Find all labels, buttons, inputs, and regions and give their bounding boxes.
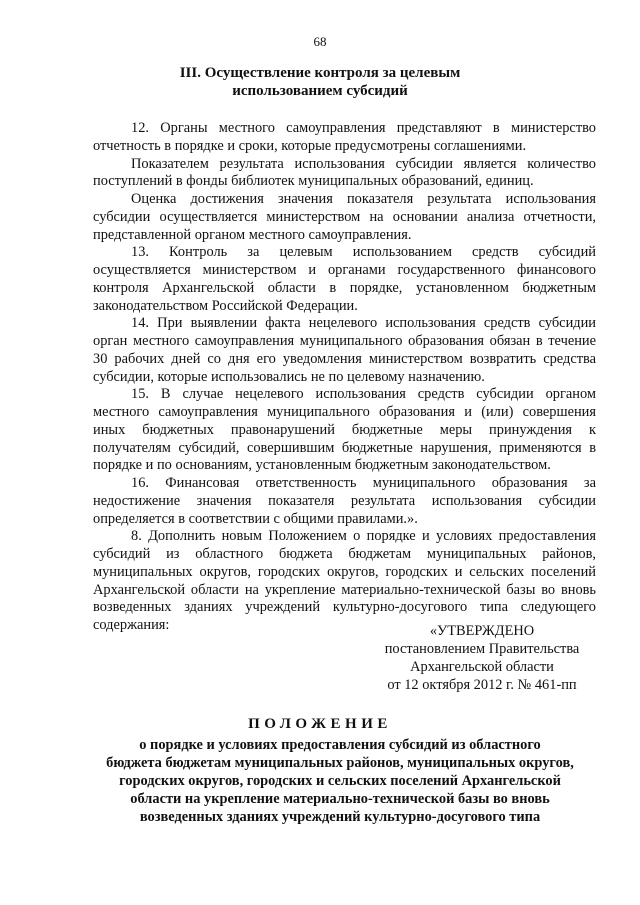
approval-line: Архангельской области <box>410 659 554 675</box>
paragraph: Показателем результата использования субсидии является количество поступлений в фонды библиотек муниципальных образований, единиц. <box>93 155 596 190</box>
body-text <box>93 120 596 635</box>
section-title-line: III. Осуществление контроля за целевым <box>179 65 461 81</box>
approval-line: постановлением Правительства <box>384 641 580 657</box>
paragraph: 8. Дополнить новым Положением о порядке и условиях предоставления субсидий из областного бюджета бюджетам муниципальных районов, муниципальных округов, городских округов, городских и сельских поселений Архангельской области на укрепление материально-технической базы во вновь возведенных зданиях учреждений культурно-досугового типа следующего содержания: <box>93 528 596 633</box>
approval-line: «УТВЕРЖДЕНО <box>429 623 535 639</box>
subtitle-line: о порядке и условиях предоставления субсидий из областного <box>139 737 541 753</box>
paragraph: 13. Контроль за целевым использованием средств субсидий осуществляется министерством и органами государственного финансового контроля Архангельской области в порядке, установленном бюджетным законодательством Российской Федерации. <box>93 244 596 314</box>
document-subtitle <box>90 736 590 826</box>
page-number: 68 <box>313 34 327 49</box>
paragraph: 16. Финансовая ответственность муниципального образования за недостижение значения показателя результата использования субсидии определяется в соответствии с общими правилами.». <box>93 475 596 527</box>
section-title <box>150 64 490 100</box>
subtitle-line: бюджета бюджетам муниципальных районов, муниципальных округов, <box>106 755 574 771</box>
approval-line: от 12 октября 2012 г. № 461-пп <box>387 677 577 693</box>
paragraph: Оценка достижения значения показателя результата использования субсидии осуществляется министерством на основании анализа отчетности, представленной органом местного самоуправления. <box>93 191 596 243</box>
paragraph: 14. При выявлении факта нецелевого использования средств субсидии орган местного самоуправления муниципального образования обязан в течение 30 рабочих дней со дня его уведомления министерством возвратить средства субсидии, которые использовались не по целевому назначению. <box>93 315 596 385</box>
subtitle-line: городских округов, городских и сельских поселений Архангельской <box>119 773 561 789</box>
section-title-line: использованием субсидий <box>232 83 408 99</box>
subtitle-line: возведенных зданиях учреждений культурно-досугового типа <box>139 809 541 825</box>
paragraph: 15. В случае нецелевого использования средств субсидии органом местного самоуправления муниципального образования и (или) совершения иных бюджетных правонарушений бюджетные меры принуждения к получателям субсидий, совершившим бюджетные нарушения, применяются в порядке и по основаниям, установленным бюджетным законодательством. <box>93 386 596 474</box>
document-heading: ПОЛОЖЕНИЕ <box>248 716 392 732</box>
approval-block <box>372 622 592 694</box>
paragraph: 12. Органы местного самоуправления представляют в министерство отчетность в порядке и сроки, которые предусмотрены соглашениями. <box>93 120 596 154</box>
subtitle-line: области на укрепление материально-технической базы во вновь <box>130 791 550 807</box>
